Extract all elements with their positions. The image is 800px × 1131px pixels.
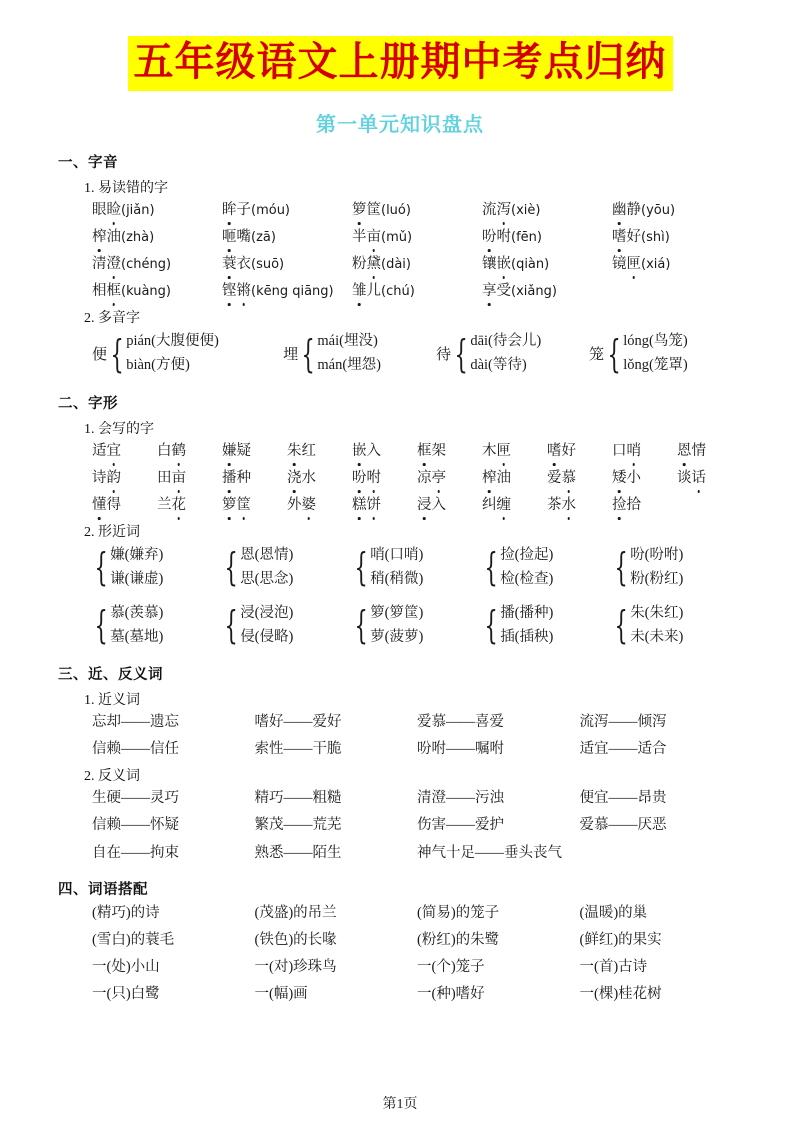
pinyin-annotation: (mǔ) [381, 229, 413, 245]
pinyin-annotation: (kuàng) [121, 283, 171, 299]
subheading-jinyici: 1. 近义词 [84, 693, 140, 709]
curly-brace-icon: { [94, 545, 108, 590]
brace-line: 萝(菠萝) [370, 628, 424, 645]
pinyin-annotation: (zhà) [121, 229, 155, 245]
emphasis-char: 糕 [352, 495, 367, 516]
pinyin-annotation: (chéng) [121, 256, 172, 272]
brace-line: dāi(待会儿) [470, 332, 542, 349]
collocation-item: (温暖)的巢 [579, 904, 648, 921]
vocab-item: 粉黛(dài) [352, 254, 482, 275]
emphasis-char: 铿 [222, 281, 237, 302]
brace-line: biàn(方便) [126, 356, 190, 373]
subheading-huixie: 1. 会写的字 [84, 421, 154, 437]
curly-brace-icon: { [224, 545, 238, 590]
brace-lines [500, 602, 553, 650]
vocab-item: 兰花 [157, 495, 222, 516]
curly-brace-icon: { [354, 545, 368, 590]
brace-group [436, 330, 589, 378]
brace-line: 哨(口哨) [370, 546, 424, 563]
emphasis-char: 宜 [107, 441, 122, 462]
emphasis-char: 享 [482, 281, 497, 302]
emphasis-char: 饼 [367, 495, 382, 516]
vocab-item: 朱红 [287, 441, 352, 462]
vocab-item: 嗜好(shì) [612, 227, 742, 248]
curly-brace-icon: { [607, 331, 621, 376]
brace-line: 粉(粉红) [630, 570, 684, 587]
vocab-item: 流泻(xiè) [482, 200, 612, 221]
emphasis-char: 鹤 [172, 441, 187, 462]
pinyin-annotation: (kēng qiāng) [251, 283, 334, 299]
vocab-item: 白鹤 [157, 441, 222, 462]
brace-line: 思(思念) [240, 570, 294, 587]
emphasis-char: 朱 [287, 441, 302, 462]
emphasis-char: 婆 [302, 495, 317, 516]
brace-head-char: 待 [436, 347, 452, 364]
brace-lines [630, 602, 683, 650]
collocation-item: 一(只)白鹭 [92, 985, 160, 1002]
vocab-item: 诗韵 [92, 468, 157, 489]
emphasis-char: 亩 [367, 227, 382, 248]
emphasis-char: 矮 [612, 468, 627, 489]
vocab-item: 浇水 [287, 468, 352, 489]
collocation-item: 一(处)小山 [92, 958, 160, 975]
brace-group [352, 602, 482, 650]
emphasis-char: 箩 [222, 495, 237, 516]
vocab-item: 幽静(yōu) [612, 200, 742, 221]
brace-group [482, 602, 612, 650]
emphasis-char: 亭 [432, 468, 447, 489]
vocab-item: 播种 [222, 468, 287, 489]
brace-line: 慕(羡慕) [110, 604, 164, 621]
brace-line: 未(未来) [630, 628, 684, 645]
brace-head-char: 笼 [589, 347, 605, 364]
xingjin-grid [92, 544, 742, 650]
emphasis-char: 匣 [627, 254, 642, 275]
antonym-pair: 神气十足——垂头丧气 [417, 844, 562, 861]
vocab-item: 田亩 [157, 468, 222, 489]
vocab-item: 榨油 [482, 468, 547, 489]
curly-brace-icon: { [454, 331, 468, 376]
vocab-item: 木匣 [482, 441, 547, 462]
duoyinzi-grid [92, 330, 742, 378]
curly-brace-icon: { [224, 603, 238, 648]
emphasis-char: 捡 [612, 495, 627, 516]
pinyin-annotation: (luó) [381, 202, 411, 218]
vocab-item: 矮小 [612, 468, 677, 489]
emphasis-char: 浇 [287, 468, 302, 489]
brace-line: mái(埋没) [317, 332, 378, 349]
pinyin-annotation: (jiǎn) [121, 202, 155, 218]
collocation-item: (粉红)的朱鹭 [417, 931, 500, 948]
antonym-pair: 伤害——爱护 [417, 817, 504, 834]
emphasis-char: 咐 [367, 468, 382, 489]
pinyin-annotation: (dài) [381, 256, 411, 272]
collocation-item: 一(棵)桂花树 [579, 985, 662, 1002]
emphasis-char: 蓑 [222, 254, 237, 275]
vocab-item: 雏儿(chú) [352, 281, 482, 302]
brace-line: 恩(恩情) [240, 546, 294, 563]
emphasis-char: 哨 [627, 441, 642, 462]
vocab-item: 纠缠 [482, 495, 547, 516]
brace-lines [370, 544, 423, 592]
emphasis-char: 吩 [482, 227, 497, 248]
collocation-item: (铁色)的长喙 [254, 931, 337, 948]
synonym-pair: 适宜——适合 [579, 741, 667, 758]
brace-lines [240, 602, 293, 650]
emphasis-char: 榨 [92, 227, 107, 248]
emphasis-char: 眸 [222, 200, 237, 221]
page-title: 五年级语文上册期中考点归纳 [128, 36, 673, 91]
curly-brace-icon: { [614, 603, 628, 648]
brace-line: 吩(吩咐) [630, 546, 684, 563]
vocab-item: 适宜 [92, 441, 157, 462]
pinyin-annotation: (xiá) [641, 256, 671, 272]
synonym-pair: 吩咐——嘱咐 [417, 741, 504, 758]
vocab-item: 嗜好 [547, 441, 612, 462]
brace-line: 播(播种) [500, 604, 554, 621]
emphasis-char: 幽 [612, 200, 627, 221]
brace-group [92, 602, 222, 650]
antonym-pair: 爱慕——厌恶 [579, 817, 667, 834]
vocab-item: 蓑衣(suō) [222, 254, 352, 275]
vocab-item: 嫌疑 [222, 441, 287, 462]
emphasis-char: 筐 [237, 495, 252, 516]
emphasis-char: 浸 [417, 495, 432, 516]
vocab-item: 眸子(móu) [222, 200, 352, 221]
brace-line: lǒng(笼罩) [623, 356, 688, 373]
brace-lines [110, 602, 163, 650]
brace-lines [500, 544, 553, 592]
brace-group [612, 602, 742, 650]
emphasis-char: 框 [107, 281, 122, 302]
vocab-item: 镜匣(xiá) [612, 254, 742, 275]
emphasis-char: 榨 [482, 468, 497, 489]
antonym-pair: 便宜——昂贵 [579, 790, 667, 807]
pinyin-annotation: (móu) [251, 202, 290, 218]
vocab-item: 享受(xiǎng) [482, 281, 612, 302]
brace-line: 嫌(嫌弃) [110, 546, 164, 563]
title-banner [58, 0, 742, 91]
vocab-item: 凉亭 [417, 468, 482, 489]
curly-brace-icon: { [484, 603, 498, 648]
emphasis-char: 嗜 [612, 227, 627, 248]
emphasis-char: 缠 [497, 495, 512, 516]
fanyici-grid [92, 788, 742, 863]
vocab-item: 清澄(chéng) [92, 254, 222, 275]
antonym-pair: 信赖——怀疑 [92, 817, 179, 834]
pinyin-annotation: (chú) [381, 283, 415, 299]
vocab-item: 咂嘴(zā) [222, 227, 352, 248]
page-footer: 第1页 [382, 1097, 418, 1112]
brace-lines [370, 602, 423, 650]
vocab-item [222, 495, 287, 516]
emphasis-char: 嵌 [497, 254, 512, 275]
emphasis-char: 黛 [367, 254, 382, 275]
subheading-xingjin: 2. 形近词 [84, 524, 140, 540]
brace-lines [630, 544, 683, 592]
brace-head-char: 埋 [283, 347, 299, 364]
collocation-item: (鲜红)的果实 [579, 931, 662, 948]
vocab-item: 外婆 [287, 495, 352, 516]
antonym-pair: 繁茂——荒芜 [254, 817, 342, 834]
synonym-pair: 索性——干脆 [254, 741, 342, 758]
subheading-duoyinzi: 2. 多音字 [84, 310, 140, 326]
collocation-item: (精巧)的诗 [92, 904, 160, 921]
antonym-pair: 自在——拘束 [92, 844, 179, 861]
pinyin-annotation: (suō) [251, 256, 285, 272]
antonym-pair: 精巧——粗糙 [254, 790, 342, 807]
vocab-item: 谈话 [677, 468, 742, 489]
brace-lines [317, 330, 381, 378]
antonym-pair: 生硬——灵巧 [92, 790, 179, 807]
brace-group [589, 330, 742, 378]
emphasis-char: 嵌 [352, 441, 367, 462]
emphasis-char: 水 [562, 495, 577, 516]
brace-group [222, 544, 352, 592]
brace-line: 稍(稍微) [370, 570, 424, 587]
section-heading-jinfanyi: 三、近、反义词 [58, 667, 163, 684]
brace-line: 浸(浸泡) [240, 604, 294, 621]
dapei-grid [92, 903, 742, 1005]
collocation-item: 一(个)笼子 [417, 958, 485, 975]
pinyin-annotation: (xiǎng) [511, 283, 557, 299]
collocation-item: (雪白)的蓑毛 [92, 931, 175, 948]
vocab-item: 嵌入 [352, 441, 417, 462]
collocation-item: (简易)的笼子 [417, 904, 500, 921]
emphasis-char: 澄 [107, 254, 122, 275]
vocab-item: 懂得 [92, 495, 157, 516]
collocation-item: (茂盛)的吊兰 [254, 904, 337, 921]
subheading-fanyici: 2. 反义词 [84, 769, 140, 785]
brace-lines [623, 330, 687, 378]
vocab-item: 眼睑(jiǎn) [92, 200, 222, 221]
brace-lines [240, 544, 293, 592]
synonym-pair: 信赖——信任 [92, 741, 179, 758]
vocab-item: 爱慕 [547, 468, 612, 489]
vocab-item: 镶嵌(qiàn) [482, 254, 612, 275]
vocab-item: 浸入 [417, 495, 482, 516]
emphasis-char: 泻 [497, 200, 512, 221]
collocation-item: 一(种)嗜好 [417, 985, 485, 1002]
brace-line: 朱(朱红) [630, 604, 684, 621]
vocab-item [352, 468, 417, 489]
brace-group [92, 330, 283, 378]
emphasis-char: 吩 [352, 468, 367, 489]
brace-group [612, 544, 742, 592]
brace-line: 箩(箩筐) [370, 604, 424, 621]
vocab-item: 口哨 [612, 441, 677, 462]
vocab-item: 茶水 [547, 495, 612, 516]
synonym-pair: 流泻——倾泻 [579, 714, 667, 731]
curly-brace-icon: { [301, 331, 315, 376]
pinyin-annotation: (zā) [251, 229, 276, 245]
vocab-item: 框架 [417, 441, 482, 462]
section-heading-dapei: 四、词语搭配 [58, 881, 148, 898]
section-heading-zhiyin: 一、字音 [58, 154, 118, 171]
brace-line: 捡(捡起) [500, 546, 554, 563]
vocab-item: 恩情 [677, 441, 742, 462]
brace-line: dài(等待) [470, 356, 527, 373]
emphasis-char: 嫌 [222, 441, 237, 462]
pinyin-annotation: (qiàn) [511, 256, 550, 272]
vocab-item: 相框(kuàng) [92, 281, 222, 302]
emphasis-char: 播 [222, 468, 237, 489]
vocab-item: 榨油(zhà) [92, 227, 222, 248]
curly-brace-icon: { [484, 545, 498, 590]
collocation-item: 一(首)古诗 [579, 958, 648, 975]
curly-brace-icon: { [614, 545, 628, 590]
brace-line: 墓(墓地) [110, 628, 164, 645]
emphasis-char: 雏 [352, 281, 367, 302]
page-subtitle: 第一单元知识盘点 [316, 113, 484, 136]
emphasis-char: 箩 [352, 200, 367, 221]
synonym-pair: 嗜好——爱好 [254, 714, 342, 731]
brace-head-char: 便 [92, 347, 108, 364]
collocation-item: 一(对)珍珠鸟 [254, 958, 337, 975]
emphasis-char: 匣 [497, 441, 512, 462]
emphasis-char: 睑 [107, 200, 122, 221]
subtitle-wrap [58, 108, 742, 137]
pinyin-annotation: (fēn) [511, 229, 542, 245]
brace-line: 插(插秧) [500, 628, 554, 645]
yiducuo-grid [92, 200, 742, 302]
emphasis-char: 恩 [677, 441, 692, 462]
emphasis-char: 花 [172, 495, 187, 516]
brace-line: mán(埋怨) [317, 356, 381, 373]
huixie-grid [92, 441, 742, 516]
emphasis-char: 亩 [172, 468, 187, 489]
emphasis-char: 懂 [92, 495, 107, 516]
antonym-pair: 清澄——污浊 [417, 790, 504, 807]
curly-brace-icon: { [110, 331, 124, 376]
antonym-pair: 熟悉——陌生 [254, 844, 342, 861]
emphasis-char: 慕 [562, 468, 577, 489]
curly-brace-icon: { [94, 603, 108, 648]
brace-group [222, 602, 352, 650]
synonym-pair: 忘却——遗忘 [92, 714, 179, 731]
emphasis-char: 话 [692, 468, 707, 489]
vocab-item: 吩咐(fēn) [482, 227, 612, 248]
emphasis-char: 嗜 [547, 441, 562, 462]
synonym-pair: 爱慕——喜爱 [417, 714, 504, 731]
collocation-item: 一(幅)画 [254, 985, 308, 1002]
vocab-item: 箩筐(luó) [352, 200, 482, 221]
pinyin-annotation: (shì) [641, 229, 670, 245]
vocab-item [352, 495, 417, 516]
brace-line: 检(检查) [500, 570, 554, 587]
brace-line: 侵(侵略) [240, 628, 294, 645]
jinyici-grid [92, 712, 742, 760]
emphasis-char: 框 [417, 441, 432, 462]
curly-brace-icon: { [354, 603, 368, 648]
emphasis-char: 韵 [107, 468, 122, 489]
brace-group [283, 330, 436, 378]
vocab-item: 捡拾 [612, 495, 677, 516]
emphasis-char: 咂 [222, 227, 237, 248]
subheading-yiducuo: 1. 易读错的字 [84, 180, 168, 196]
brace-line: lóng(鸟笼) [623, 332, 688, 349]
brace-lines [470, 330, 541, 378]
vocab-item: 半亩(mǔ) [352, 227, 482, 248]
brace-line: pián(大腹便便) [126, 332, 219, 349]
brace-group [352, 544, 482, 592]
pinyin-annotation: (xiè) [511, 202, 541, 218]
brace-line: 谦(谦虚) [110, 570, 164, 587]
brace-lines [110, 544, 163, 592]
vocab-item [222, 281, 352, 302]
emphasis-char: 锵 [237, 281, 252, 302]
pinyin-annotation: (yōu) [641, 202, 676, 218]
brace-group [482, 544, 612, 592]
brace-group [92, 544, 222, 592]
brace-lines [126, 330, 219, 378]
section-heading-zixing: 二、字形 [58, 395, 118, 412]
